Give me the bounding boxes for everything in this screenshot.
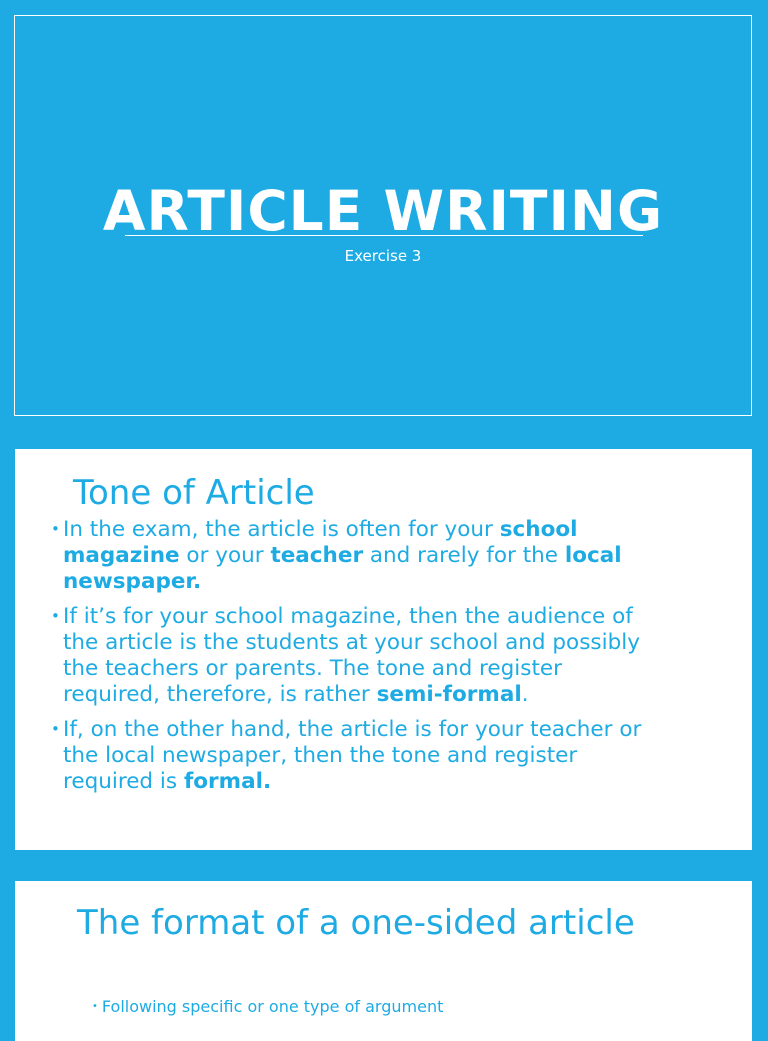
tone-slide-title: Tone of Article — [73, 473, 315, 513]
bullet-item — [92, 997, 443, 1016]
bullet-dot-icon: • — [51, 607, 60, 625]
slide-subtitle: Exercise 3 — [344, 247, 422, 265]
format-slide — [15, 881, 752, 1041]
bullet-dot-icon: • — [51, 720, 60, 738]
bullet-item — [51, 517, 663, 595]
bullet-text: . — [521, 682, 529, 707]
bullet-bold-text: teacher — [270, 543, 364, 568]
bullet-item — [51, 717, 663, 795]
bullet-text: If, on the other hand, the article is for your teacher or the local newspaper, then the tone and register required is — [63, 717, 642, 794]
title-slide — [14, 15, 752, 416]
title-divider — [125, 235, 643, 236]
bullet-dot-icon: • — [51, 520, 60, 538]
bullet-item — [51, 604, 663, 708]
bullet-bold-text: formal. — [183, 769, 272, 794]
bullet-text: Following specific or one type of argument — [101, 997, 444, 1016]
bullet-bold-text: semi-formal — [376, 682, 522, 707]
bullet-bold-text: local newspaper. — [63, 543, 622, 594]
bullet-text: and rarely for the — [363, 543, 565, 568]
bullet-bold-text: school magazine — [63, 517, 578, 568]
tone-bullet-list — [51, 517, 663, 804]
bullet-text: or your — [179, 543, 271, 568]
bullet-text: In the exam, the article is often for your — [63, 517, 500, 542]
format-bullet-list — [92, 997, 443, 1016]
bullet-text: If it’s for your school magazine, then the audience of the article is the students at your school and possibly the teachers or parents. The tone and register required, therefore, is rather — [63, 604, 640, 707]
bullet-dot-icon: • — [92, 1001, 98, 1012]
slide-title: ARTICLE WRITING — [102, 179, 664, 243]
format-slide-title: The format of a one-sided article — [77, 903, 635, 943]
tone-slide — [15, 449, 752, 850]
